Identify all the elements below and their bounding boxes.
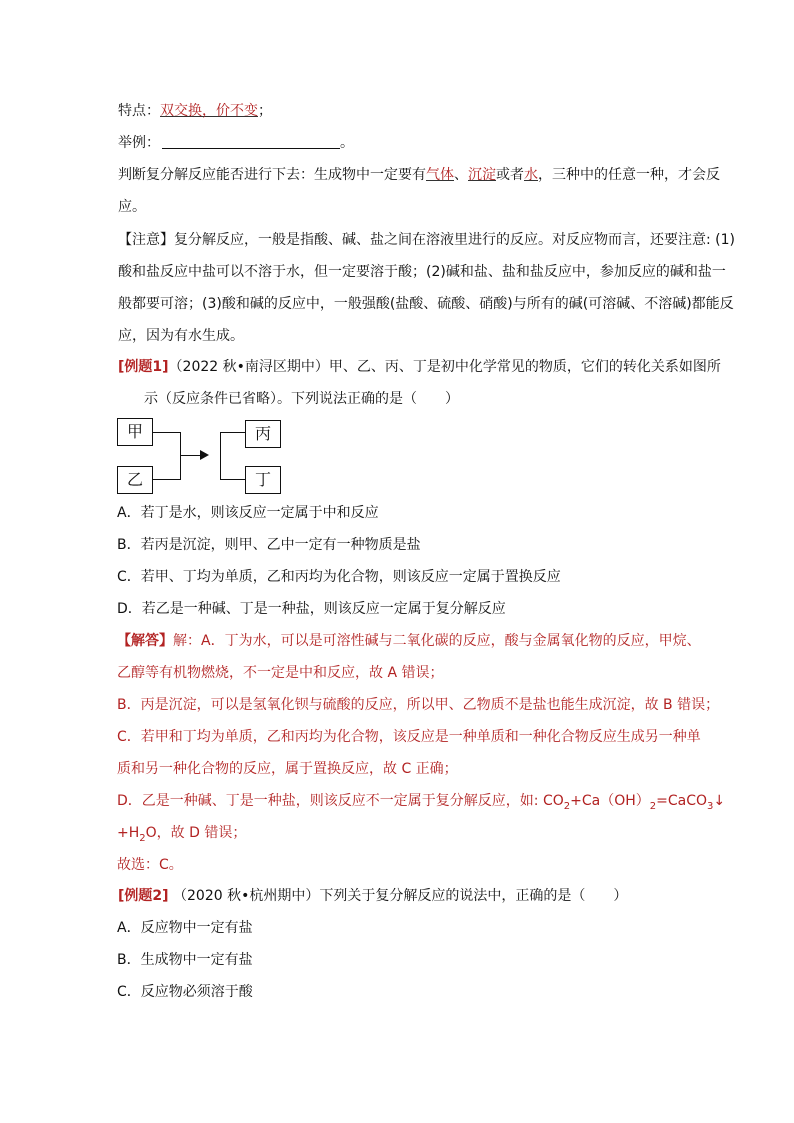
judge-gas: 气体 <box>426 167 454 183</box>
answer-d-formula-end: =CaCO <box>656 793 708 809</box>
note-line-3: 般都要可溶；(3)酸和碱的反应中，一般强酸(盐酸、硫酸、硝酸)与所有的碱(可溶碱、不溶碱)都能反 <box>118 296 734 312</box>
answer-d-line-2 <box>117 823 246 843</box>
answer-c-line-2: 质和另一种化合物的反应，属于置换反应，故 C 正确； <box>117 761 458 777</box>
judge-text-post: ，三种中的任意一种，才会反 <box>538 167 720 183</box>
judge-sep: 、 <box>454 167 468 183</box>
q2-option-a: A．反应物中一定有盐 <box>117 920 253 936</box>
features-label: 特点： <box>118 103 160 119</box>
arrow-icon <box>200 450 209 460</box>
answer-b-line: B．丙是沉淀，可以是氢氧化钡与硫酸的反应，所以甲、乙物质不是盐也能生成沉淀，故 B 错误； <box>117 697 720 713</box>
answer-d-conclusion: O，故 D 错误； <box>145 825 247 841</box>
judge-line-1 <box>118 165 720 185</box>
example-blank <box>162 134 340 149</box>
example-label: 举例： <box>118 135 160 151</box>
answer-a-text: 解：A．丁为水，可以是可溶性碱与二氧化碳的反应，酸与金属氧化物的反应，甲烷、 <box>173 633 701 649</box>
box-ding: 丁 <box>245 466 281 494</box>
q2-line-1 <box>118 886 627 906</box>
note-line-4: 应，因为有水生成。 <box>118 328 244 344</box>
q1-stem: （2022 秋•南浔区期中）甲、乙、丙、丁是初中化学常见的物质，它们的转化关系如图所 <box>168 359 721 375</box>
q1-line-1 <box>118 357 721 377</box>
connector <box>220 479 245 480</box>
judge-precipitate: 沉淀 <box>468 167 496 183</box>
judge-line-2: 应。 <box>118 199 146 215</box>
answer-tag: 【解答】 <box>117 633 173 649</box>
example-line <box>118 133 354 153</box>
q2-stem: （2020 秋•杭州期中）下列关于复分解反应的说法中，正确的是（ ） <box>173 888 628 904</box>
answer-a-line-2: 乙醇等有机物燃烧，不一定是中和反应，故 A 错误； <box>117 665 444 681</box>
judge-water: 水 <box>524 167 538 183</box>
q2-tag: [例题2] <box>118 888 169 904</box>
q1-tag: [例题1] <box>118 359 169 375</box>
connector <box>180 455 202 456</box>
connector <box>153 432 180 433</box>
note-line-2: 酸和盐反应中盐可以不溶于水，但一定要溶于酸；(2)碱和盐、盐和盐反应中，参加反应的碱和盐一 <box>118 264 726 280</box>
q1-option-d: D．若乙是一种碱、丁是一种盐，则该反应一定属于复分解反应 <box>117 601 506 617</box>
subscript: 2 <box>649 800 657 812</box>
box-bing: 丙 <box>245 420 281 448</box>
q1-option-a: A．若丁是水，则该反应一定属于中和反应 <box>117 505 379 521</box>
box-yi: 乙 <box>117 466 153 494</box>
judge-text: 判断复分解反应能否进行下去：生成物中一定要有 <box>118 167 426 183</box>
answer-choice: 故选：C。 <box>117 857 183 873</box>
down-arrow-icon: ↓ <box>713 793 726 809</box>
example-end: 。 <box>340 135 354 151</box>
connector <box>220 432 221 480</box>
answer-a-line-1 <box>117 631 701 651</box>
subscript: 3 <box>707 800 714 812</box>
connector <box>180 432 181 480</box>
q1-line-2: 示（反应条件已省略）。下列说法正确的是（ ） <box>144 391 459 407</box>
answer-d-line-1 <box>117 791 725 811</box>
q1-option-b: B．若丙是沉淀，则甲、乙中一定有一种物质是盐 <box>117 537 421 553</box>
q2-option-c: C．反应物必须溶于酸 <box>117 984 253 1000</box>
q2-option-b: B．生成物中一定有盐 <box>117 952 253 968</box>
answer-c-line-1: C．若甲和丁均为单质，乙和丙均为化合物，该反应是一种单质和一种化合物反应生成另一种单 <box>117 729 701 745</box>
q1-option-c: C．若甲、丁均为单质，乙和丙均为化合物，则该反应一定属于置换反应 <box>117 569 561 585</box>
features-value: 双交换，价不变 <box>160 103 258 119</box>
features-line <box>118 101 272 121</box>
subscript: 2 <box>563 800 571 812</box>
answer-d-formula: +Ca（OH） <box>570 793 650 809</box>
features-end: ； <box>258 103 272 119</box>
note-line-1: 【注意】复分解反应，一般是指酸、碱、盐之间在溶液里进行的反应。对反应物而言，还要注意: (1) <box>118 232 735 248</box>
connector <box>153 479 180 480</box>
answer-d-text: D．乙是一种碱、丁是一种盐，则该反应不一定属于复分解反应，如: CO <box>117 793 564 809</box>
judge-or: 或者 <box>496 167 524 183</box>
connector <box>220 432 245 433</box>
box-jia: 甲 <box>117 418 153 446</box>
answer-d-formula-water: +H <box>117 825 140 841</box>
subscript: 2 <box>139 832 146 844</box>
